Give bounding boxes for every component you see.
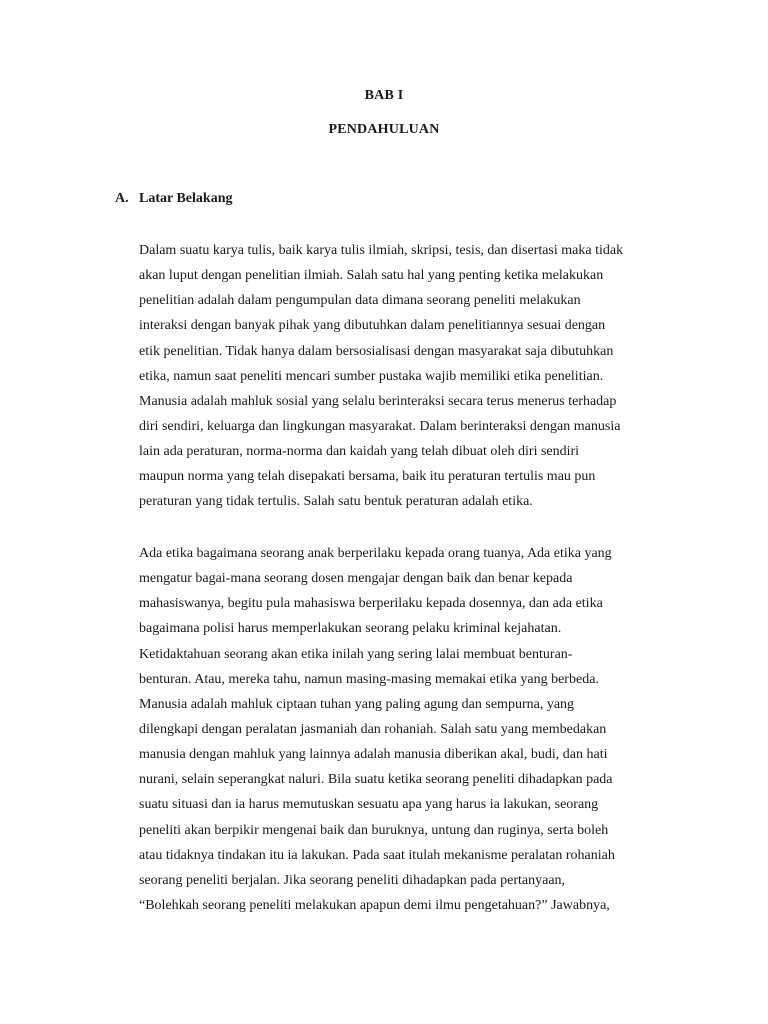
text-line: peraturan yang tidak tertulis. Salah satu bentuk peraturan adalah etika.: [139, 494, 533, 510]
text-line: atau tidaknya tindakan itu ia lakukan. Pada saat itulah mekanisme peralatan rohaniah: [139, 847, 615, 863]
text-line: lain ada peraturan, norma-norma dan kaidah yang telah dibuat oleh diri sendiri: [139, 444, 580, 460]
text-line: dilengkapi dengan peralatan jasmaniah dan rohaniah. Salah satu yang membedakan: [139, 721, 607, 737]
text-line: etik penelitian. Tidak hanya dalam bersosialisasi dengan masyarakat saja dibutuhkan: [139, 343, 614, 359]
text-line: mahasiswanya, begitu pula mahasiswa berperilaku kepada dosennya, dan ada etika: [139, 596, 603, 612]
text-line: interaksi dengan banyak pihak yang dibutuhkan dalam penelitiannya sesuai dengan: [139, 318, 606, 334]
text-line: diri sendiri, keluarga dan lingkungan masyarakat. Dalam berinteraksi dengan manusia: [139, 418, 621, 434]
text-line: mengatur bagai-mana seorang dosen mengajar dengan baik dan benar kepada: [139, 571, 573, 587]
text-line: Dalam suatu karya tulis, baik karya tulis ilmiah, skripsi, tesis, dan disertasi maka tidak: [139, 243, 624, 258]
paragraph-1: [139, 238, 695, 515]
text-line: peneliti akan berpikir mengenai baik dan buruknya, untung dan ruginya, serta boleh: [139, 822, 609, 838]
paragraph-2: [139, 541, 695, 918]
text-line: etika, namun saat peneliti mencari sumber pustaka wajib memiliki etika penelitian.: [139, 368, 604, 384]
text-line: Manusia adalah mahluk sosial yang selalu berinteraksi secara terus menerus terhadap: [139, 393, 617, 409]
text-line: akan luput dengan penelitian ilmiah. Salah satu hal yang penting ketika melakukan: [139, 268, 604, 284]
section-title: Latar Belakang: [139, 191, 233, 206]
text-line: maupun norma yang telah disepakati bersama, baik itu peraturan tertulis mau pun: [139, 469, 596, 485]
text-line: suatu situasi dan ia harus memutuskan sesuatu apa yang harus ia lakukan, seorang: [139, 797, 599, 813]
text-line: Manusia adalah mahluk ciptaan tuhan yang paling agung dan sempurna, yang: [139, 696, 575, 712]
chapter-title: PENDAHULUAN: [328, 122, 440, 137]
text-line: “Bolehkah seorang peneliti melakukan apapun demi ilmu pengetahuan?” Jawabnya,: [139, 897, 610, 913]
text-line: seorang peneliti berjalan. Jika seorang peneliti dihadapkan pada pertanyaan,: [139, 872, 566, 888]
text-line: manusia dengan mahluk yang lainnya adalah manusia diberikan akal, budi, dan hati: [139, 747, 608, 763]
text-line: Ada etika bagaimana seorang anak berperilaku kepada orang tuanya, Ada etika yang: [139, 546, 612, 561]
text-line: bagaimana polisi harus memperlakukan seorang pelaku kriminal kejahatan.: [139, 621, 562, 637]
text-line: benturan. Atau, mereka tahu, namun masing-masing memakai etika yang berbeda.: [139, 671, 599, 687]
text-line: penelitian adalah dalam pengumpulan data dimana seorang peneliti melakukan: [139, 293, 581, 309]
text-line: Ketidaktahuan seorang akan etika inilah yang sering lalai membuat benturan-: [139, 646, 573, 662]
section-number: A.: [115, 191, 129, 206]
section-heading: [115, 191, 232, 207]
chapter-number: BAB I: [364, 88, 404, 103]
text-line: nurani, selain seperangkat naluri. Bila suatu ketika seorang peneliti dihadapkan pada: [139, 772, 613, 788]
